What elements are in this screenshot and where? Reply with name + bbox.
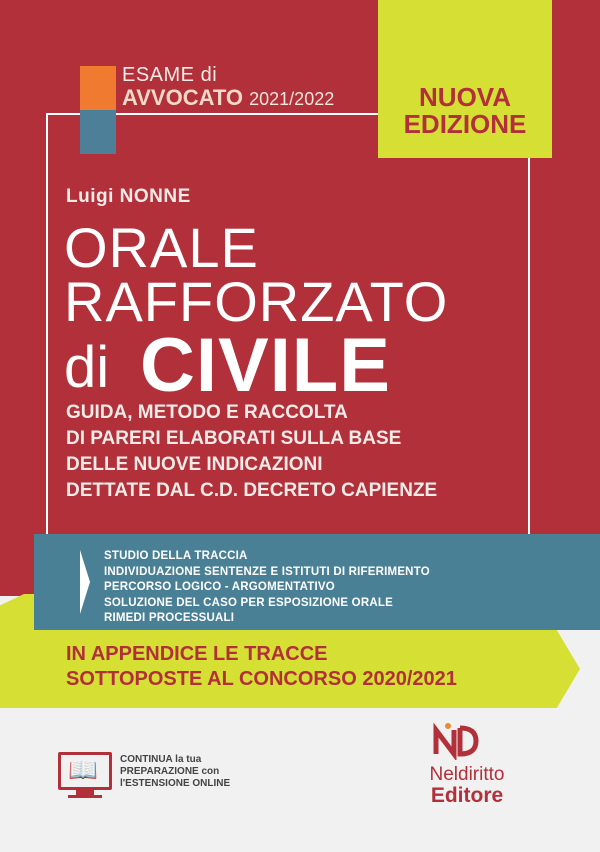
appendix-text [66, 642, 457, 692]
topic-item: STUDIO DELLA TRACCIA [104, 550, 248, 562]
topic-item: PERCORSO LOGICO - ARGOMENTATIVO [104, 581, 335, 593]
title-line1: ORALE [64, 216, 259, 279]
subtitle-line: DELLE NUOVE INDICAZIONI [66, 454, 323, 475]
online-extension-text [120, 754, 230, 790]
subtitle-line: DI PARERI ELABORATI SULLA BASE [66, 428, 402, 449]
monitor-base [68, 795, 102, 798]
blue-square [80, 110, 116, 154]
topic-item: SOLUZIONE DEL CASO PER ESPOSIZIONE ORALE [104, 596, 393, 609]
title-prefix: di [64, 335, 110, 400]
arrow-icon [80, 550, 90, 614]
nd-logo-icon [430, 720, 480, 760]
topics-list [104, 549, 430, 627]
orange-square [80, 66, 116, 110]
publisher-editor: Editore [430, 784, 504, 807]
title-subject: CIVILE [140, 323, 391, 408]
publisher-name: Neldiritto [429, 764, 505, 785]
appendix-line2: SOTTOPOSTE AL CONCORSO 2020/2021 [66, 668, 457, 690]
badge-line1: NUOVA [419, 82, 511, 112]
subtitle [66, 400, 437, 504]
open-book-icon: 📖 [68, 757, 98, 784]
online-line3: l'ESTENSIONE ONLINE [120, 778, 231, 789]
exam-label: ESAME di [122, 64, 218, 86]
exam-avvocato: AVVOCATO [122, 85, 244, 110]
title-line2: RAFFORZATO [64, 270, 449, 333]
online-line1: CONTINUA la tua [120, 754, 202, 765]
author-name: Luigi NONNE [66, 186, 191, 207]
subtitle-line: GUIDA, METODO E RACCOLTA [66, 402, 348, 423]
appendix-line1: IN APPENDICE LE TRACCE [66, 643, 328, 665]
topic-item: INDIVIDUAZIONE SENTENZE E ISTITUTI DI RIFERIMENTO [104, 565, 430, 578]
topic-item: RIMEDI PROCESSUALI [104, 612, 235, 624]
badge-text [390, 84, 540, 138]
exam-title [122, 86, 334, 111]
exam-years: 2021/2022 [249, 89, 335, 109]
subtitle-line: DETTATE DAL C.D. DECRETO CAPIENZE [66, 480, 438, 501]
online-line2: PREPARAZIONE con [120, 766, 220, 777]
badge-line2: EDIZIONE [403, 109, 527, 139]
